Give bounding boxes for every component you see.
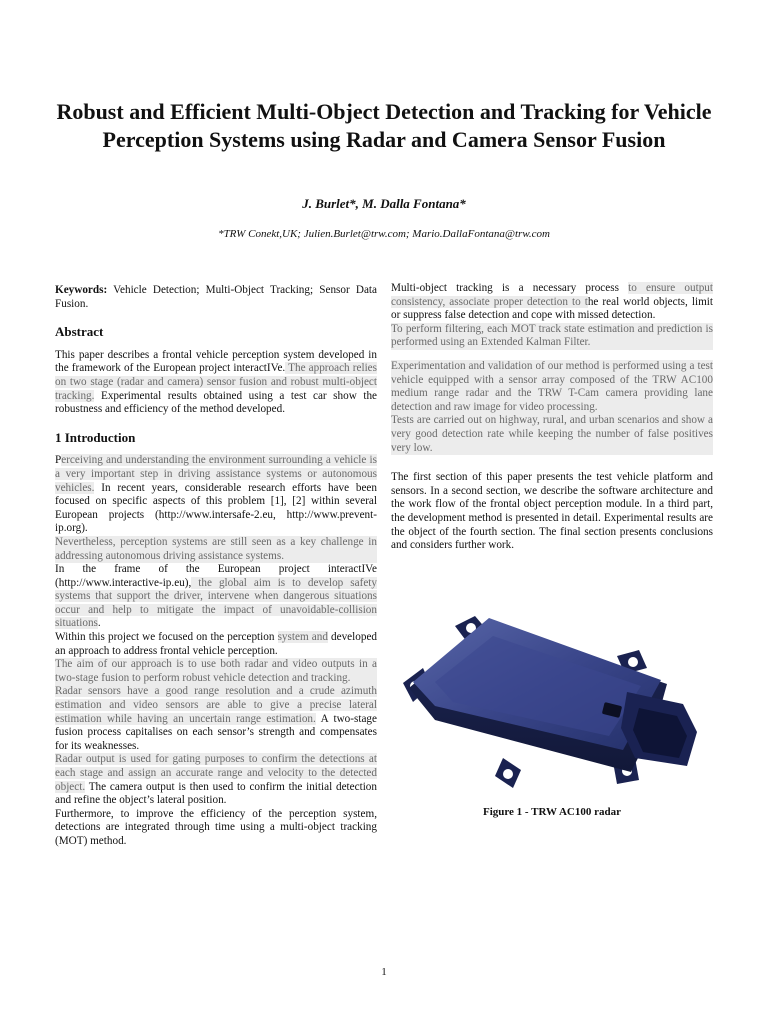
intro-p6-rest: A two-stage fusion process capitalises on each sensor’s strength and compensates for its weaknesses. <box>55 712 377 752</box>
right-paragraph-2: To perform filtering, each MOT track state estimation and prediction is performed using an Extended Kalman Filter. <box>391 322 713 349</box>
intro-p7-rest: The camera output is then used to confirm the initial detection and refine the object’s lateral position. <box>55 780 377 807</box>
intro-p6-highlight: Radar sensors have a good range resolution and a crude azimuth estimation and video sensors are able to give a precise lateral estimation while having an uncertain range estimation. <box>55 685 377 725</box>
abstract-part-3: Experimental results obtained using a test car show the robustness and efficiency of the method developed. <box>55 389 377 416</box>
paper-authors: J. Burlet*, M. Dalla Fontana* <box>302 196 466 211</box>
right-p1-highlight: to ensure output consistency, associate proper detection to t <box>391 282 713 308</box>
introduction-heading: 1 Introduction <box>55 429 136 445</box>
abstract-part-2: The approach relies on two stage (radar and camera) sensor fusion and robust multi-object tracking. <box>55 362 377 402</box>
right-p1-start: Multi-object tracking is a necessary process <box>391 282 629 294</box>
left-column <box>55 284 377 849</box>
keywords <box>55 284 377 311</box>
paper-affiliation: *TRW Conekt,UK; Julien.Burlet@trw.com; Mario.DallaFontana@trw.com <box>218 228 550 240</box>
intro-paragraph-1 <box>55 454 377 536</box>
intro-p4-highlight: system and <box>277 631 328 644</box>
abstract-text <box>55 349 377 417</box>
intro-p1-rest: In recent years, considerable research efforts have been focused on specific aspects of this problem [1], [2] within several European projects (http://www.intersafe-2.eu, http://www.prevent-ip.org). <box>55 481 377 535</box>
right-paragraph-3: Experimentation and validation of our method is performed using a test vehicle equipped with a sensor array composed of the TRW AC100 medium range radar and the TRW T-Cam camera providing lane detection and raw image for video processing. <box>391 359 713 413</box>
right-paragraph-1 <box>391 282 713 323</box>
intro-p1-highlight: erceiving and understanding the environment surrounding a vehicle is a very important step in driving assistance systems or autonomous vehicles. <box>55 454 377 494</box>
intro-paragraph-4 <box>55 631 377 658</box>
right-column <box>391 282 713 553</box>
right-paragraph-5: The first section of this paper presents the test vehicle platform and sensors. In a second section, we describe the software architecture and the work flow of the frontal object perception module. In a third part, the development method is presented in detail. Experimental results are the object of the fourth section. The final section presents conclusions and considers further work. <box>391 471 713 552</box>
intro-p3-end: . <box>97 617 101 630</box>
keywords-label: Keywords: <box>55 284 108 296</box>
intro-p3-start: In the frame of the European project interactIVe (http://www.interactive-ip.eu), <box>55 563 377 589</box>
keywords-text: Vehicle Detection; Multi-Object Tracking; Sensor Data Fusion. <box>55 284 377 310</box>
abstract-heading: Abstract <box>55 324 104 340</box>
intro-paragraph-8: Furthermore, to improve the efficiency of the perception system, detections are integrated through time using a multi-object tracking (MOT) method. <box>55 807 377 847</box>
intro-paragraph-6 <box>55 685 377 753</box>
intro-paragraph-2: Nevertheless, perception systems are still seen as a key challenge in addressing autonomous driving assistance systems. <box>55 535 377 562</box>
mount-hole-top-right <box>628 657 638 667</box>
intro-p4-start: Within this project we focused on the perception <box>55 631 278 644</box>
figure-caption: Figure 1 - TRW AC100 radar <box>482 806 622 818</box>
intro-paragraph-7 <box>55 753 377 807</box>
intro-p7-highlight: Radar output is used for gating purposes to confirm the detections at each stage and assign an accurate range and velocity to the detected object. <box>55 753 377 793</box>
intro-p1-initial: P <box>55 454 62 467</box>
intro-p4-end: developed an approach to address frontal vehicle perception. <box>55 631 377 657</box>
right-paragraph-4: Tests are carried out on highway, rural, and urban scenarios and show a very good detection rate while keeping the number of false positives very low. <box>391 414 713 454</box>
page-number: 1 <box>381 966 387 978</box>
intro-p3-highlight: the global aim is to develop safety systems that support the driver, intervene when dangerous situations occur and help to mitigate the impact of unavoidable-collision situations <box>55 576 377 630</box>
intro-paragraph-3 <box>55 563 377 631</box>
abstract-part-1: This paper describes a frontal vehicle perception system developed in the framework of the European project interactIVe. <box>55 348 377 375</box>
radar-figure <box>395 608 713 800</box>
paper-title: Robust and Efficient Multi-Object Detection and Tracking for Vehicle Perception Systems using Radar and Camera Sensor Fusion <box>56 99 712 152</box>
mount-hole-bottom <box>503 769 513 779</box>
intro-paragraph-5: The aim of our approach is to use both radar and video outputs in a two-stage fusion to perform robust vehicle detection and tracking. <box>55 658 377 684</box>
right-p1-rest: he real world objects, limit or suppress false detection and cope with missed detection. <box>391 295 714 322</box>
